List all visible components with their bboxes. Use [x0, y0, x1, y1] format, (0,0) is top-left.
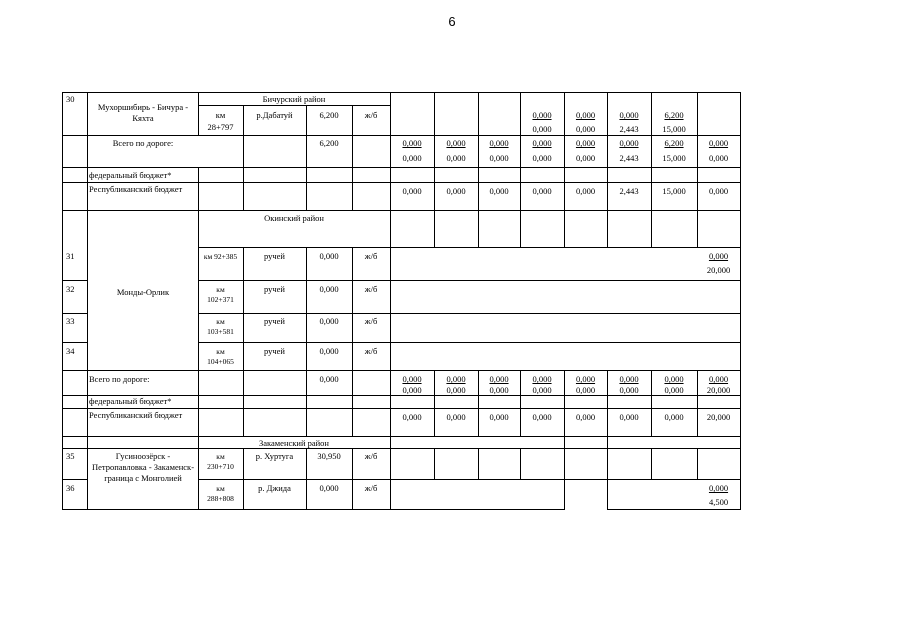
table-rule — [478, 448, 479, 480]
table-rule — [198, 313, 741, 314]
table-rule — [740, 247, 741, 510]
federal-budget-label: федеральный бюджет* — [89, 170, 172, 180]
value-cell: 0,000 — [446, 153, 466, 163]
row-number-35: 35 — [66, 451, 75, 461]
bridge-length: 0,000 — [319, 316, 339, 326]
value-cell: 15,000 — [662, 124, 686, 134]
bridge-type: ж/б — [364, 316, 378, 326]
table-rule — [697, 92, 698, 248]
value-cell: 0,000 — [708, 374, 729, 384]
value-cell: 0,000 — [708, 251, 729, 261]
value-cell: 0,000 — [532, 124, 552, 134]
km-label: км — [216, 484, 225, 493]
row-number-34: 34 — [66, 346, 75, 356]
bridge-type: ж/б — [364, 346, 378, 356]
value-cell: 2,443 — [619, 186, 639, 196]
bridge-length: 0,000 — [319, 483, 339, 493]
value-cell: 0,000 — [402, 138, 422, 148]
table-rule — [62, 210, 741, 211]
table-rule — [62, 313, 87, 314]
total-label: Всего по дороге: — [89, 374, 150, 384]
value-cell: 0,000 — [664, 385, 684, 395]
value-cell: 0,000 — [402, 153, 422, 163]
bridge-length: 0,000 — [319, 251, 339, 261]
table-rule — [62, 479, 87, 480]
table-rule — [62, 509, 564, 510]
value-cell: 0,000 — [619, 374, 639, 384]
table-rule — [243, 247, 244, 437]
table-rule — [520, 448, 521, 480]
value-cell: 0,000 — [708, 483, 729, 493]
bridge-type: ж/б — [364, 451, 378, 461]
table-rule — [434, 92, 435, 248]
table-rule — [62, 182, 741, 183]
table-rule — [352, 247, 353, 437]
value-cell: 0,000 — [619, 110, 639, 120]
table-rule — [62, 436, 741, 437]
table-rule — [62, 408, 741, 409]
district-heading-zakamensk: Закаменский район — [258, 438, 329, 448]
table-rule — [607, 509, 741, 510]
road-name-mukhorshibir: Мухоршибирь - Бичура - Кяхта — [97, 102, 189, 123]
value-cell: 0,000 — [575, 385, 596, 395]
value-cell: 0,000 — [402, 374, 422, 384]
value-cell: 0,000 — [708, 186, 729, 196]
federal-budget-label: федеральный бюджет* — [89, 396, 172, 406]
table-rule — [198, 247, 741, 248]
row-number-30: 30 — [66, 94, 75, 104]
value-cell: 0,000 — [532, 412, 552, 422]
road-name-gusinoozersk: Гусиноозёрск - Петропавловка - Закаменск-граница с Монголией — [91, 451, 195, 483]
value-cell: 0,000 — [664, 374, 684, 384]
table-rule — [198, 167, 199, 211]
km-label: км — [216, 285, 225, 294]
value-cell: 0,000 — [489, 138, 509, 148]
river-name: ручей — [264, 251, 285, 261]
table-rule — [62, 370, 741, 371]
river-name: ручей — [264, 316, 285, 326]
value-cell: 0,000 — [532, 385, 552, 395]
river-name: ручей — [264, 346, 285, 356]
value-cell: 0,000 — [664, 412, 684, 422]
value-cell: 2,443 — [619, 124, 639, 134]
value-cell: 20,000 — [706, 265, 731, 275]
table-rule — [62, 92, 63, 510]
value-cell: 0,000 — [402, 385, 422, 395]
km-value: 28+797 — [207, 122, 234, 132]
value-cell: 0,000 — [446, 138, 466, 148]
bridge-type: ж/б — [364, 284, 378, 294]
value-cell: 0,000 — [446, 385, 466, 395]
row-number-36: 36 — [66, 483, 75, 493]
value-cell: 2,443 — [619, 153, 639, 163]
value-cell: 0,000 — [619, 138, 639, 148]
table-rule — [87, 92, 88, 510]
value-cell: 0,000 — [575, 412, 596, 422]
table-rule — [62, 135, 741, 136]
value-cell: 0,000 — [489, 374, 509, 384]
value-cell: 0,000 — [446, 186, 466, 196]
road-name-mondy-orlik: Монды-Орлик — [116, 287, 170, 297]
value-cell: 0,000 — [708, 153, 729, 163]
value-cell: 15,000 — [662, 186, 686, 196]
km-label: км — [215, 110, 226, 120]
value-cell: 20,000 — [706, 385, 731, 395]
value-cell: 0,000 — [446, 412, 466, 422]
km-label: км — [216, 317, 225, 326]
value-cell: 0,000 — [532, 110, 552, 120]
bridge-type: ж/б — [364, 110, 378, 120]
total-length: 6,200 — [319, 138, 339, 148]
bridge-length: 0,000 — [319, 346, 339, 356]
value-cell: 20,000 — [706, 412, 731, 422]
table-rule — [478, 210, 479, 248]
value-cell: 0,000 — [575, 124, 596, 134]
value-cell: 0,000 — [575, 374, 596, 384]
value-cell: 0,000 — [532, 186, 552, 196]
total-length: 0,000 — [319, 374, 339, 384]
value-cell: 0,000 — [489, 153, 509, 163]
km-value: 288+808 — [207, 494, 234, 503]
value-cell: 0,000 — [575, 110, 596, 120]
value-cell: 0,000 — [489, 385, 509, 395]
row-number-32: 32 — [66, 284, 75, 294]
value-cell: 4,500 — [708, 497, 729, 507]
value-cell: 15,000 — [662, 153, 686, 163]
table-rule — [651, 448, 652, 480]
table-rule — [478, 92, 479, 136]
bridge-type: ж/б — [364, 483, 378, 493]
value-cell: 0,000 — [619, 412, 639, 422]
table-rule — [434, 448, 435, 480]
value-cell: 0,000 — [575, 186, 596, 196]
table-rule — [306, 247, 307, 437]
value-cell: 0,000 — [446, 374, 466, 384]
value-cell: 0,000 — [532, 374, 552, 384]
bridge-length: 6,200 — [319, 110, 339, 120]
republic-budget-label: Республиканский бюджет — [89, 410, 183, 420]
river-name: р.Дабатуй — [256, 110, 293, 120]
page-number: 6 — [448, 14, 456, 29]
table-rule — [62, 167, 741, 168]
value-cell: 0,000 — [489, 412, 509, 422]
km-value: 103+581 — [207, 327, 234, 336]
table-rule — [697, 448, 698, 480]
table-rule — [198, 342, 741, 343]
km-label: км — [216, 452, 225, 461]
district-heading-oka: Окинский район — [264, 213, 324, 223]
value-cell: 6,200 — [664, 138, 684, 148]
km-value: 230+710 — [207, 462, 234, 471]
value-cell: 0,000 — [489, 186, 509, 196]
value-cell: 0,000 — [402, 412, 422, 422]
value-cell: 0,000 — [708, 138, 729, 148]
row-number-31: 31 — [66, 251, 75, 261]
table-rule — [198, 280, 741, 281]
value-cell: 0,000 — [532, 138, 552, 148]
bridge-type: ж/б — [364, 251, 378, 261]
km-label: км — [216, 347, 225, 356]
table-rule — [62, 342, 87, 343]
republic-budget-label: Республиканский бюджет — [89, 184, 183, 194]
bridge-length: 30,950 — [317, 451, 341, 461]
value-cell: 6,200 — [664, 110, 684, 120]
row-number-33: 33 — [66, 316, 75, 326]
value-cell: 0,000 — [402, 186, 422, 196]
river-name: р. Джида — [258, 483, 291, 493]
table-rule — [198, 479, 741, 480]
km-value: 102+371 — [207, 295, 234, 304]
bridge-length: 0,000 — [319, 284, 339, 294]
river-name: р. Хуртуга — [255, 451, 294, 461]
district-heading-bichura: Бичурский район — [262, 94, 326, 104]
table-rule — [62, 92, 741, 93]
table-rule — [62, 448, 741, 449]
table-rule — [62, 280, 87, 281]
value-cell: 0,000 — [532, 153, 552, 163]
table-rule — [198, 105, 390, 106]
river-name: ручей — [264, 284, 285, 294]
value-cell: 0,000 — [575, 138, 596, 148]
km-value: км 92+385 — [203, 252, 238, 261]
value-cell: 0,000 — [575, 153, 596, 163]
value-cell: 0,000 — [619, 385, 639, 395]
total-label: Всего по дороге: — [112, 138, 174, 148]
table-rule — [740, 92, 741, 248]
km-value: 104+065 — [207, 357, 234, 366]
